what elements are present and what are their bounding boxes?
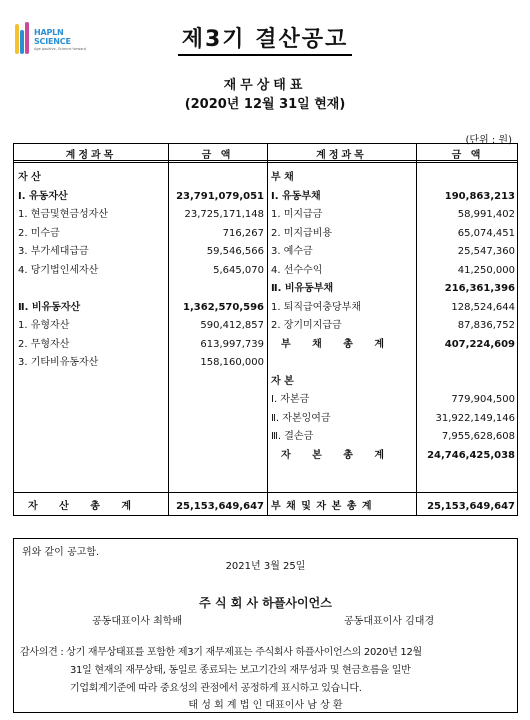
liability-equity-row xyxy=(271,448,515,464)
account-amount: 31,922,149,146 xyxy=(435,412,515,424)
balance-sheet-table xyxy=(13,143,518,516)
account-amount: 590,412,857 xyxy=(200,320,264,331)
logo-tagline: Age positive, Science forward xyxy=(34,47,86,51)
account-label: Ⅰ. 자본금 xyxy=(271,394,310,405)
unit-label: (단위 : 원) xyxy=(465,135,512,146)
liability-equity-row xyxy=(271,429,515,445)
liability-equity-row xyxy=(271,318,515,334)
account-label: 2. 무형자산 xyxy=(18,338,70,350)
public-notice-box xyxy=(13,538,518,713)
account-amount: 41,250,000 xyxy=(457,264,515,276)
total-assets-amount: 25,153,649,647 xyxy=(176,501,264,512)
account-amount: 24,746,425,038 xyxy=(427,449,515,461)
account-amount: 779,904,500 xyxy=(451,394,515,405)
account-label: 4. 당기법인세자산 xyxy=(18,264,99,276)
account-label: Ⅱ. 비유동부채 xyxy=(271,283,334,294)
total-liabilities-equity-label: 부 채 및 자 본 총 계 xyxy=(271,501,373,512)
account-amount: 128,524,644 xyxy=(451,301,515,313)
asset-row xyxy=(18,244,264,260)
account-amount: 87,836,752 xyxy=(457,320,515,331)
account-amount: 23,725,171,148 xyxy=(184,209,264,220)
statement-subtitle: 재무상태표 xyxy=(223,78,307,93)
asset-row xyxy=(18,170,264,186)
account-label: Ⅰ. 유동자산 xyxy=(18,190,68,202)
liability-equity-row xyxy=(271,263,515,279)
account-label: 자 본 총 계 xyxy=(281,449,394,461)
account-amount: 407,224,609 xyxy=(444,338,515,350)
co-ceo-2: 공동대표이사 김대경 xyxy=(344,616,435,627)
account-amount: 716,267 xyxy=(222,227,264,239)
header-account-right: 계정과목 xyxy=(316,150,367,161)
account-amount: 190,863,213 xyxy=(444,190,515,202)
co-ceo-1: 공동대표이사 최학배 xyxy=(92,616,183,627)
account-label: Ⅱ. 자본잉여금 xyxy=(271,412,331,424)
account-label: 2. 미지급비용 xyxy=(271,227,333,239)
account-label: 부 채 xyxy=(271,172,294,183)
asset-row xyxy=(18,189,264,205)
account-amount: 158,160,000 xyxy=(200,357,264,368)
liability-equity-row xyxy=(271,411,515,427)
total-assets-label: 자 산 총 계 xyxy=(28,501,141,512)
liability-equity-row xyxy=(271,207,515,223)
account-amount: 613,997,739 xyxy=(200,338,264,350)
logo-brand-line1: HAPLN xyxy=(34,28,64,37)
asset-row xyxy=(18,300,264,316)
audit-opinion-line3: 기업회계기준에 따라 중요성의 관점에서 공정하게 표시하고 있습니다. xyxy=(70,683,362,694)
account-label: 3. 기타비유동자산 xyxy=(18,357,99,368)
account-amount: 25,547,360 xyxy=(457,246,515,257)
liability-equity-row xyxy=(271,170,515,186)
account-label: 자 산 xyxy=(18,172,41,183)
liability-equity-row xyxy=(271,374,515,390)
account-label: 2. 미수금 xyxy=(18,227,60,239)
asset-row xyxy=(18,263,264,279)
account-amount: 58,991,402 xyxy=(457,209,515,220)
notice-intro: 위와 같이 공고함. xyxy=(22,547,100,558)
page-title xyxy=(0,22,530,53)
account-amount: 1,362,570,596 xyxy=(183,301,264,313)
account-label: 1. 퇴직급여충당부채 xyxy=(271,301,361,313)
account-amount: 23,791,079,051 xyxy=(176,190,264,202)
account-amount: 7,955,628,608 xyxy=(441,431,515,442)
total-liabilities-equity-row xyxy=(271,499,515,515)
notice-date: 2021년 3월 25일 xyxy=(225,561,306,572)
liability-equity-row xyxy=(271,392,515,408)
totals-divider xyxy=(14,492,517,493)
account-label: 4. 선수수익 xyxy=(271,264,323,276)
asset-row xyxy=(18,281,264,297)
account-amount: 65,074,451 xyxy=(457,227,515,239)
asset-row xyxy=(18,226,264,242)
account-label: 3. 예수금 xyxy=(271,246,313,257)
account-label: Ⅰ. 유동부채 xyxy=(271,190,321,202)
account-label: 1. 현금및현금성자산 xyxy=(18,209,108,220)
account-label: 1. 유형자산 xyxy=(18,320,70,331)
liability-equity-row xyxy=(271,300,515,316)
asset-row xyxy=(18,207,264,223)
account-label: 부 채 총 계 xyxy=(281,338,394,350)
header-amount-right: 금 액 xyxy=(451,150,484,161)
account-label: 1. 미지급금 xyxy=(271,209,323,220)
liability-equity-row xyxy=(271,355,515,371)
account-label: 2. 장기미지급금 xyxy=(271,320,342,331)
asset-row xyxy=(18,318,264,334)
account-amount: 216,361,396 xyxy=(444,283,515,294)
column-divider xyxy=(267,144,268,515)
company-name: 주 식 회 사 하플사이언스 xyxy=(199,596,332,610)
audit-opinion-line1: 감사의견 : 상기 재무상태표를 포함한 제3기 재무제표는 주식회사 하플사이언스의 2020년 12월 xyxy=(20,647,422,658)
total-liabilities-equity-amount: 25,153,649,647 xyxy=(427,501,515,512)
liability-equity-row xyxy=(271,244,515,260)
liability-equity-row xyxy=(271,337,515,353)
page-title-text: 제3기 결산공고 xyxy=(178,27,352,56)
liability-equity-row xyxy=(271,281,515,297)
account-label: Ⅱ. 비유동자산 xyxy=(18,301,81,313)
header-account-left: 계정과목 xyxy=(65,150,117,161)
total-assets-row xyxy=(18,499,264,515)
liability-equity-row xyxy=(271,189,515,205)
auditor-signature: 태 성 회 계 법 인 대표이사 남 상 환 xyxy=(188,700,343,711)
liability-equity-row xyxy=(271,226,515,242)
account-label: Ⅲ. 결손금 xyxy=(271,431,314,442)
account-label: 3. 부가세대급금 xyxy=(18,246,89,257)
asset-row xyxy=(18,355,264,371)
asset-row xyxy=(18,337,264,353)
audit-opinion-line2: 31일 현재의 재무상태, 동일로 종료되는 보고기간의 재무성과 및 현금흐름을 일반 xyxy=(70,665,411,676)
account-label: 자 본 xyxy=(271,375,294,387)
logo-brand-line2: SCIENCE xyxy=(34,37,71,46)
header-amount-left: 금 액 xyxy=(201,150,234,161)
statement-date: (2020년 12월 31일 현재) xyxy=(184,97,346,112)
account-amount: 59,546,566 xyxy=(206,246,264,257)
account-amount: 5,645,070 xyxy=(213,264,264,276)
